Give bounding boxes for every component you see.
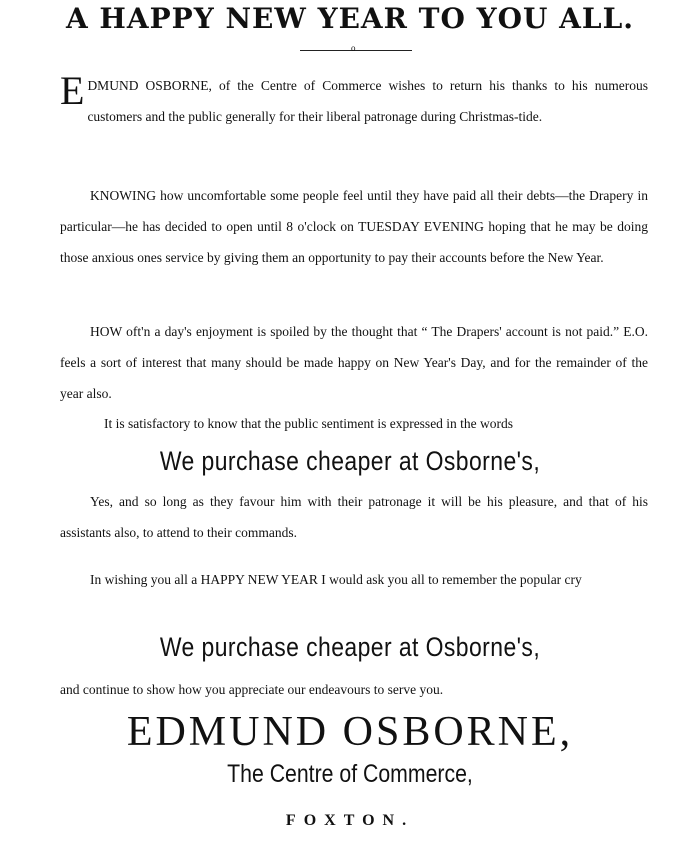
signature-firm: The Centre of Commerce, — [227, 760, 473, 788]
divider-mark: o — [351, 43, 356, 53]
paragraph-thanks — [60, 70, 648, 132]
paragraph-enjoyment: HOW oft'n a day's enjoyment is spoiled by the thought that “ The Drapers' account is not paid.” E.O. feels a sort of interest that many should be made happy on New Year's Day, and for the remainder of the year also. — [60, 324, 648, 401]
paragraph-sentiment: It is satisfactory to know that the public sentiment is expressed in the words — [104, 416, 514, 431]
paragraph-patronage: Yes, and so long as they favour him with their patronage it will be his pleasure, and that of his assistants also, to attend to their commands. — [60, 494, 648, 540]
signature-name: EDMUND OSBORNE, — [126, 709, 574, 755]
headline: A HAPPY NEW YEAR TO YOU ALL. — [65, 2, 635, 35]
slogan-first: We purchase cheaper at Osborne's, — [159, 446, 541, 476]
signature-town: FOXTON. — [285, 812, 415, 829]
paragraph-greeting: In wishing you all a HAPPY NEW YEAR I would ask you all to remember the popular cry — [90, 572, 582, 587]
slogan-second: We purchase cheaper at Osborne's, — [159, 632, 541, 662]
paragraph-debts: KNOWING how uncomfortable some people feel until they have paid all their debts—the Drapery in particular—he has decided to open until 8 o'clock on TUESDAY EVENING hoping that he may be doing those anxious ones service by giving them an opportunity to pay their accounts before the New Year. — [60, 188, 648, 265]
divider-rule — [300, 50, 412, 51]
drop-cap: E — [60, 68, 85, 113]
paragraph-thanks-text: DMUND OSBORNE, of the Centre of Commerce wishes to return his thanks to his numerous customers and the public generally for their liberal patronage during Christmas-tide. — [87, 78, 648, 124]
paragraph-closing: and continue to show how you appreciate our endeavours to serve you. — [60, 682, 444, 697]
